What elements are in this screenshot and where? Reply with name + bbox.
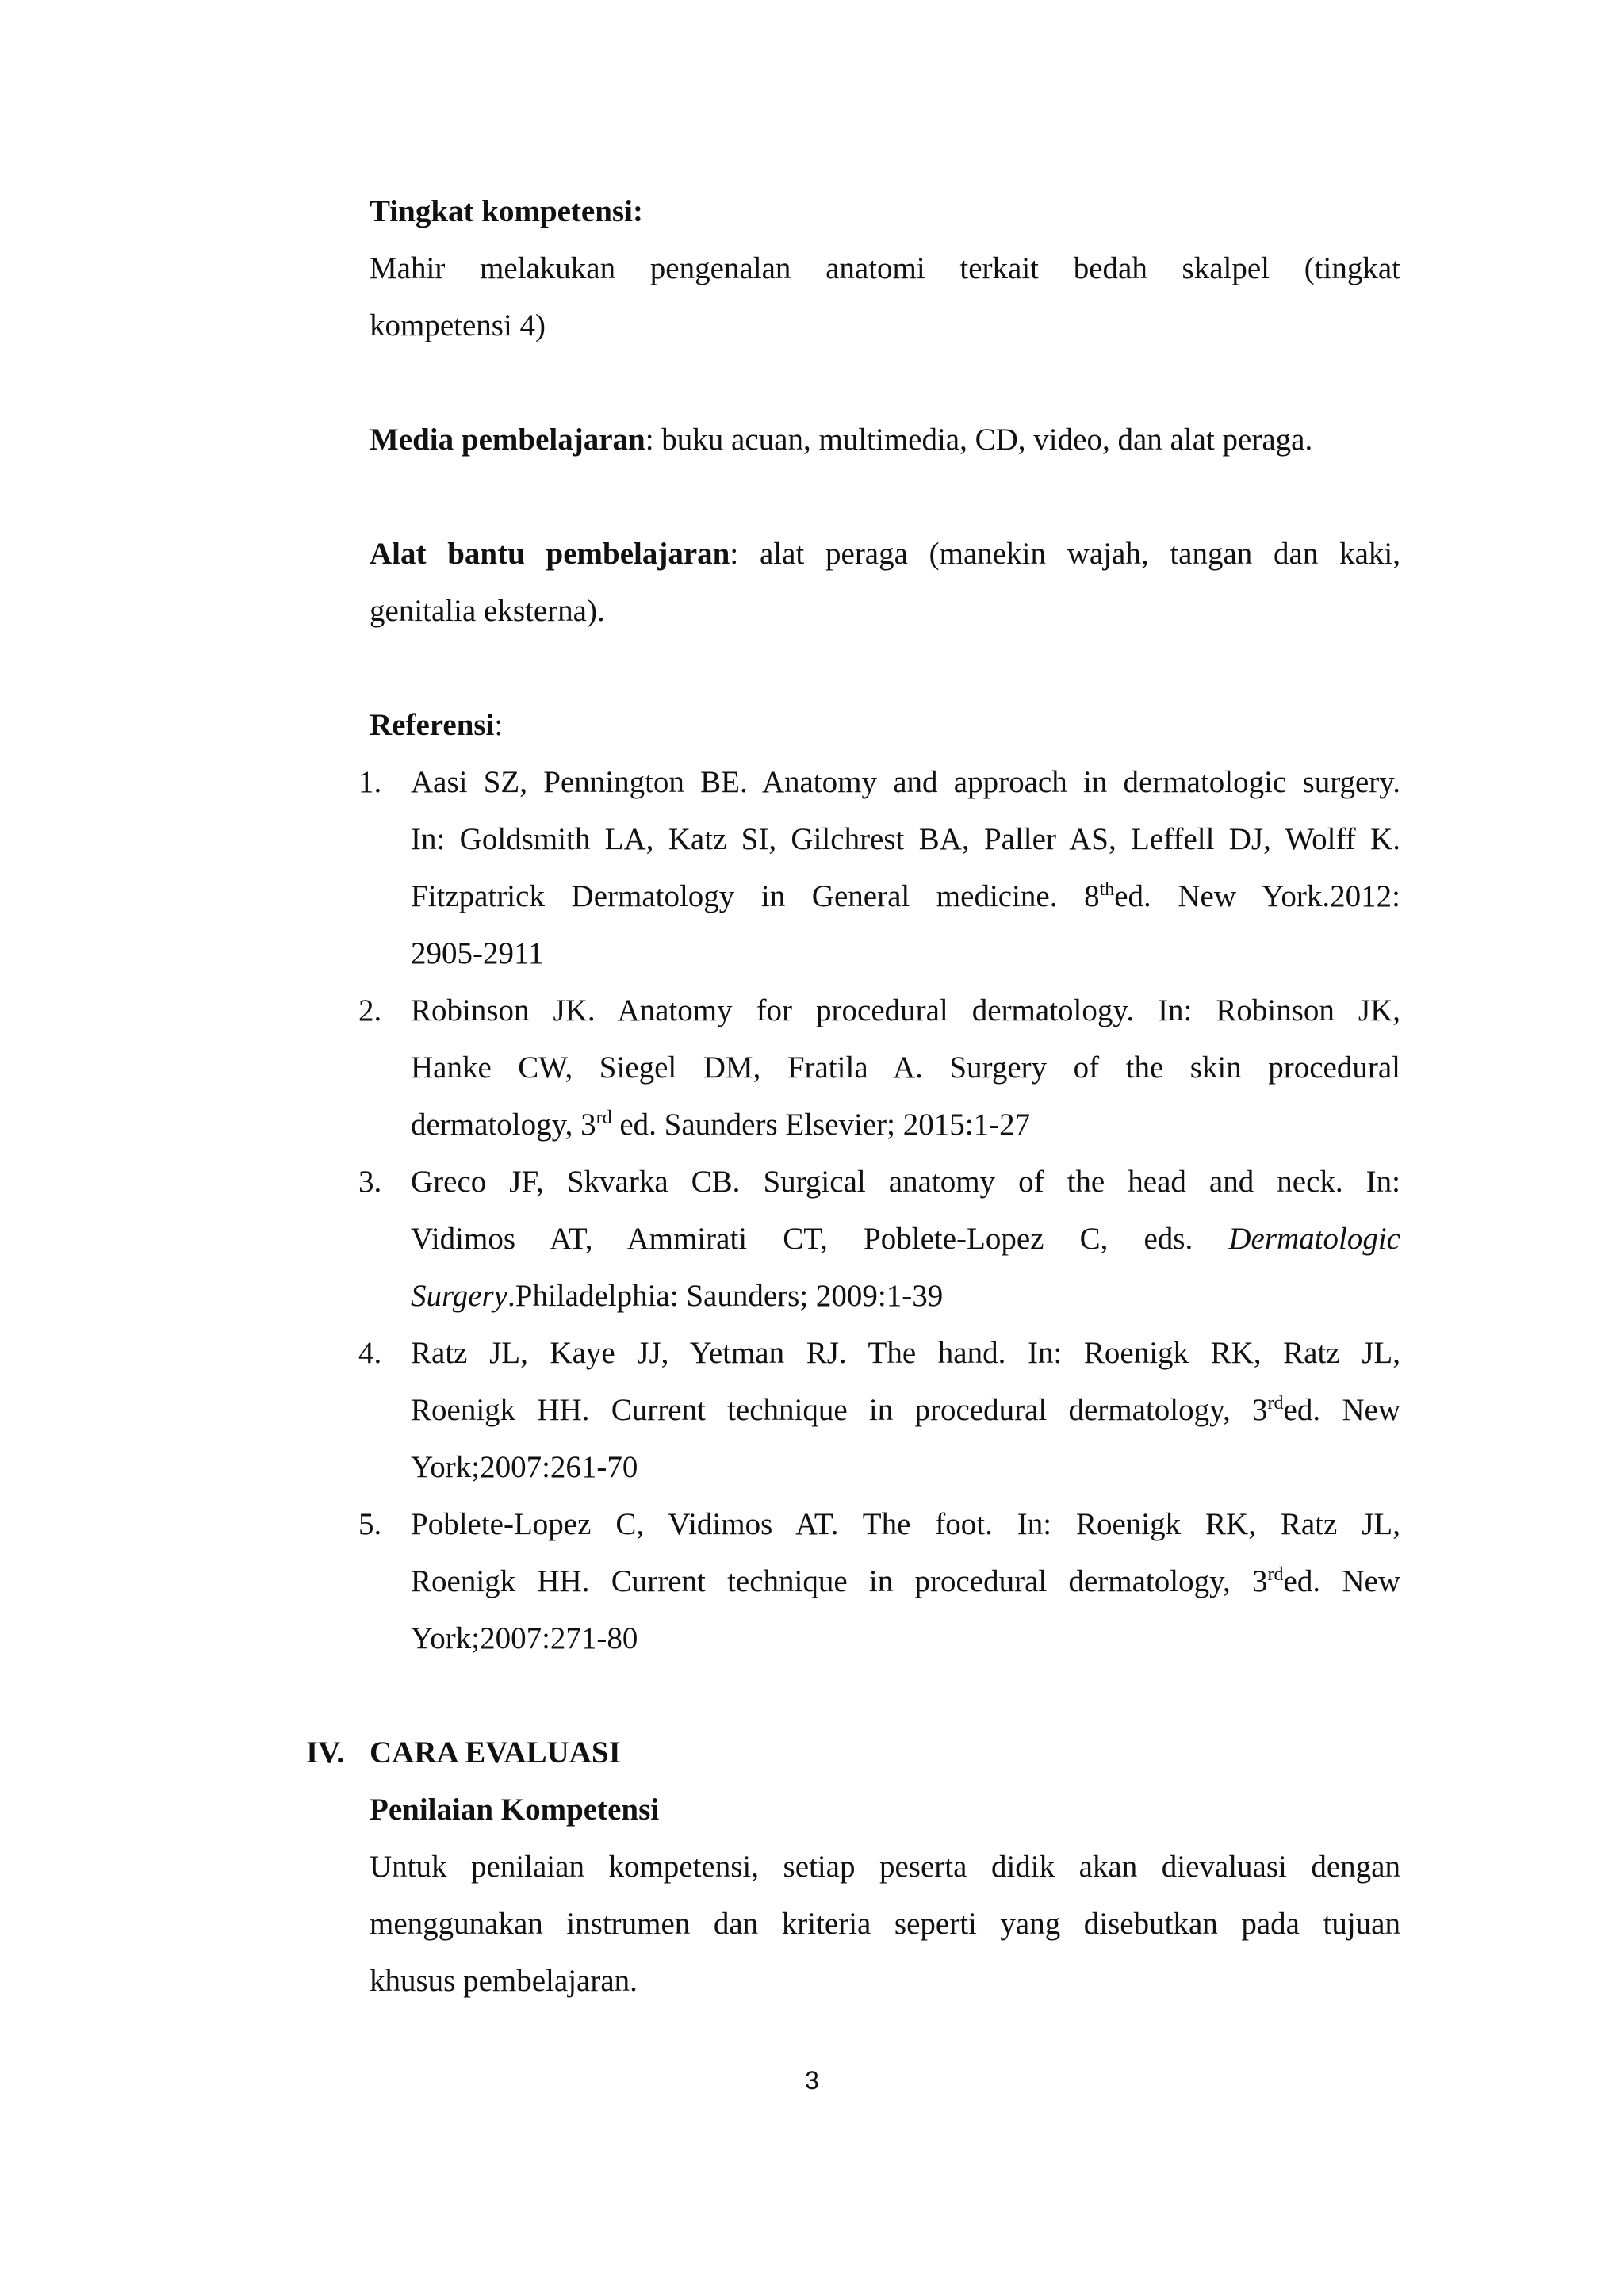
ref-2-line-2: Hanke CW, Siegel DM, Fratila A. Surgery of the skin procedural (411, 1050, 1400, 1085)
ref-2-l3sup: rd (596, 1108, 612, 1128)
referensi-label: Referensi (370, 708, 495, 742)
tingkat-heading (370, 193, 1400, 231)
alat-text: : alat peraga (manekin wajah, tangan dan kaki, (730, 537, 1401, 571)
ref-4-l2a: Roenigk HH. Current technique in procedural dermatology, 3 (411, 1393, 1268, 1427)
ref-5-line-3: York;2007:271-80 (411, 1621, 638, 1655)
ref-3-l2i: Dermatologic (1228, 1222, 1400, 1256)
ref-1-line-4: 2905-2911 (411, 936, 544, 970)
ref-1-line-3 (411, 878, 1400, 916)
tingkat-line-1: Mahir melakukan pengenalan anatomi terkait bedah skalpel (tingkat (370, 251, 1400, 285)
penilaian-line-3: khusus pembelajaran. (370, 1964, 638, 1998)
ref-3-l3b: .Philadelphia: Saunders; 2009:1-39 (508, 1279, 944, 1313)
ref-4-number: 4. (358, 1336, 382, 1370)
ref-2-line-3 (411, 1106, 1400, 1144)
alat-line-2: genitalia eksterna). (370, 594, 605, 628)
ref-4-line-2 (411, 1391, 1400, 1429)
alat-label: Alat bantu pembelajaran (370, 537, 730, 571)
section-4-numeral: IV. (306, 1735, 345, 1770)
ref-5-l2a: Roenigk HH. Current technique in procedural dermatology, 3 (411, 1564, 1268, 1598)
ref-5-line-1: Poblete-Lopez C, Vidimos AT. The foot. In: Roenigk RK, Ratz JL, (411, 1507, 1400, 1541)
section-4-title (370, 1734, 1400, 1772)
referensi-heading (370, 706, 1400, 744)
ref-3-line-1: Greco JF, Skvarka CB. Surgical anatomy of the head and neck. In: (411, 1165, 1400, 1199)
ref-3-line-3 (411, 1277, 1400, 1315)
referensi-colon: : (494, 708, 504, 742)
alat-paragraph-line-1 (370, 535, 1400, 573)
ref-1-line-1: Aasi SZ, Pennington BE. Anatomy and approach in dermatologic surgery. (411, 765, 1400, 799)
penilaian-heading (370, 1791, 1400, 1829)
ref-1-l3sup: th (1099, 879, 1115, 900)
ref-4-line-3: York;2007:261-70 (411, 1450, 638, 1484)
ref-3-l2a: Vidimos AT, Ammirati CT, Poblete-Lopez C, eds. (411, 1222, 1229, 1256)
ref-5-number: 5. (358, 1507, 382, 1541)
page-number: 3 (805, 2066, 819, 2095)
media-label: Media pembelajaran (370, 423, 645, 457)
media-paragraph (370, 421, 1400, 459)
tingkat-heading-text: Tingkat kompetensi: (370, 194, 643, 228)
ref-3-line-2 (411, 1220, 1400, 1258)
ref-3-number: 3. (358, 1165, 382, 1199)
ref-2-number: 2. (358, 993, 382, 1027)
penilaian-heading-text: Penilaian Kompetensi (370, 1793, 660, 1827)
tingkat-line-2: kompetensi 4) (370, 308, 546, 342)
ref-5-l2sup: rd (1267, 1564, 1284, 1585)
penilaian-line-1: Untuk penilaian kompetensi, setiap peserta didik akan dievaluasi dengan (370, 1850, 1400, 1884)
ref-2-l3a: dermatology, 3 (411, 1108, 596, 1142)
penilaian-line-2: menggunakan instrumen dan kriteria seperti yang disebutkan pada tujuan (370, 1907, 1400, 1941)
ref-5-l2b: ed. New (1283, 1564, 1400, 1598)
ref-4-line-1: Ratz JL, Kaye JJ, Yetman RJ. The hand. In: Roenigk RK, Ratz JL, (411, 1336, 1400, 1370)
ref-1-l3b: ed. New York.2012: (1114, 879, 1400, 913)
ref-4-l2sup: rd (1267, 1393, 1284, 1414)
media-text: : buku acuan, multimedia, CD, video, dan alat peraga. (645, 423, 1313, 457)
ref-1-l3a: Fitzpatrick Dermatology in General medicine. 8 (411, 879, 1100, 913)
ref-5-line-2 (411, 1563, 1400, 1601)
ref-3-l3i: Surgery (411, 1279, 508, 1313)
ref-1-number: 1. (358, 765, 382, 799)
section-4-title-text: CARA EVALUASI (370, 1735, 621, 1770)
ref-4-l2b: ed. New (1283, 1393, 1400, 1427)
ref-2-line-1: Robinson JK. Anatomy for procedural dermatology. In: Robinson JK, (411, 993, 1400, 1027)
ref-2-l3b: ed. Saunders Elsevier; 2015:1-27 (611, 1108, 1031, 1142)
ref-1-line-2: In: Goldsmith LA, Katz SI, Gilchrest BA, Paller AS, Leffell DJ, Wolff K. (411, 822, 1400, 856)
